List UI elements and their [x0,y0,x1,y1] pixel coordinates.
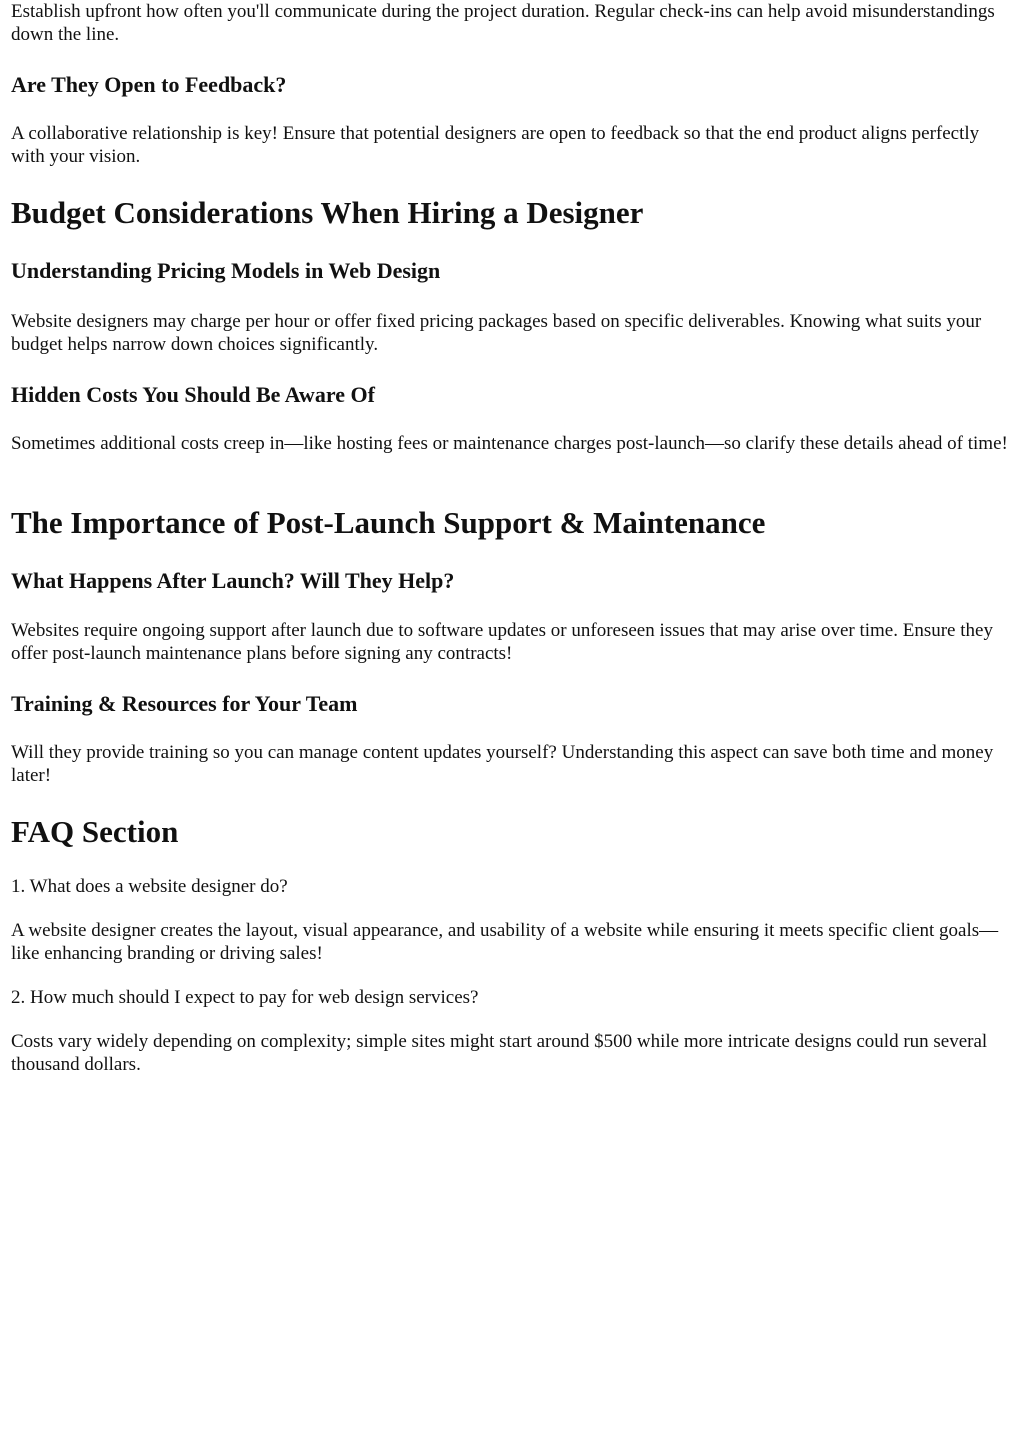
hidden-costs-paragraph: Sometimes additional costs creep in—like hosting fees or maintenance charges post-launch—so clarify these details ahead of time! [11,433,1008,454]
feedback-paragraph: A collaborative relationship is key! Ensure that potential designers are open to feedback so that the end product aligns perfectly with your vision. [11,123,980,167]
pricing-heading: Understanding Pricing Models in Web Design [11,258,441,283]
after-launch-paragraph: Websites require ongoing support after launch due to software updates or unforeseen issues that may arise over time. Ensure they offer post-launch maintenance plans before signing any contracts! [11,620,993,664]
training-heading: Training & Resources for Your Team [11,691,358,716]
intro-paragraph: Establish upfront how often you'll communicate during the project duration. Regular check-ins can help avoid misunderstandings down the line. [11,1,995,45]
faq-heading: FAQ Section [11,814,179,849]
hidden-costs-heading: Hidden Costs You Should Be Aware Of [11,382,375,407]
after-launch-heading: What Happens After Launch? Will They Help? [11,568,455,593]
feedback-heading: Are They Open to Feedback? [11,72,287,97]
faq-answer: Costs vary widely depending on complexity; simple sites might start around $500 while more intricate designs could run several thousand dollars. [11,1031,988,1075]
budget-heading: Budget Considerations When Hiring a Designer [11,195,644,230]
support-heading: The Importance of Post-Launch Support & Maintenance [11,505,766,540]
faq-answer: A website designer creates the layout, visual appearance, and usability of a website while ensuring it meets specific client goals—like enhancing branding or driving sales! [11,920,999,964]
training-paragraph: Will they provide training so you can manage content updates yourself? Understanding this aspect can save both time and money later! [11,742,994,786]
faq-question: 1. What does a website designer do? [11,876,288,897]
pricing-paragraph: Website designers may charge per hour or offer fixed pricing packages based on specific deliverables. Knowing what suits your budget helps narrow down choices significantly. [11,311,982,355]
faq-question: 2. How much should I expect to pay for web design services? [11,987,479,1008]
